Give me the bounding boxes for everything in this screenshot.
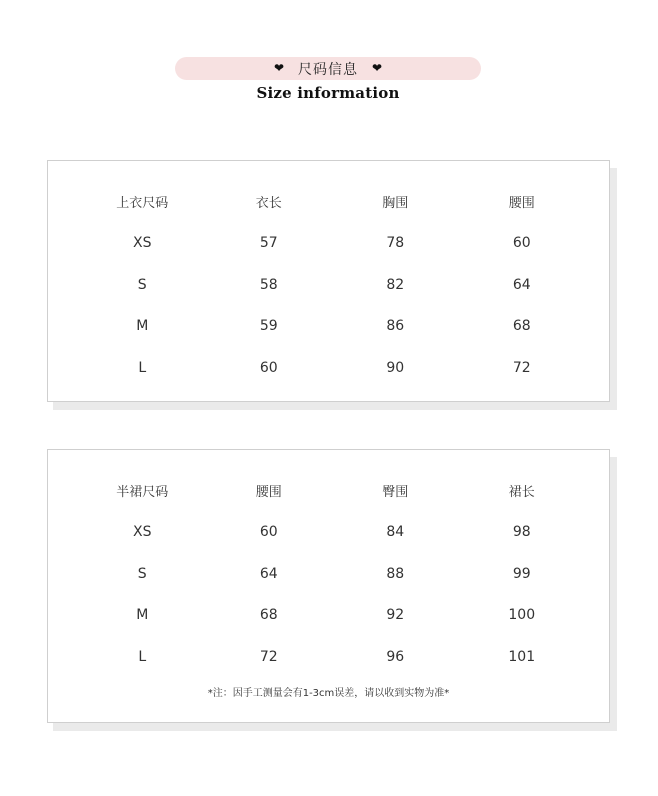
table-cell: 88 (386, 565, 405, 582)
table-row (79, 264, 585, 306)
table-cell: 98 (512, 524, 531, 541)
table-cell: 59 (259, 318, 278, 335)
section-subtitle: Size information (256, 84, 400, 102)
table-cell: 90 (386, 359, 405, 376)
table-header-row (79, 470, 585, 512)
table-cell: L (138, 648, 147, 665)
header-cell: 腰围 (508, 196, 535, 212)
header-cell: 腰围 (255, 485, 282, 501)
table-cell: 101 (508, 648, 536, 665)
skirt-size-card (47, 449, 610, 723)
table-cell: 72 (259, 648, 278, 665)
table-cell: 68 (259, 607, 278, 624)
table-cell: 68 (512, 318, 531, 335)
table-row (79, 553, 585, 595)
table-cell: 58 (259, 276, 278, 293)
section-title: 尺码信息 (298, 61, 358, 78)
tops-size-card-wrapper (47, 160, 611, 402)
table-cell: 60 (259, 359, 278, 376)
table-cell: XS (133, 235, 152, 252)
tops-size-table (79, 181, 585, 389)
table-cell: 92 (386, 607, 405, 624)
table-cell: 64 (259, 565, 278, 582)
table-cell: 78 (386, 235, 405, 252)
table-cell: 64 (512, 276, 531, 293)
skirt-size-table (79, 470, 585, 678)
table-cell: XS (133, 524, 152, 541)
table-row (79, 595, 585, 637)
heart-icon-left: ❤ (273, 60, 284, 75)
header-cell: 衣长 (255, 196, 282, 212)
tops-size-card (47, 160, 610, 402)
table-cell: 96 (386, 648, 405, 665)
table-cell: 99 (512, 565, 531, 582)
table-header-row (79, 181, 585, 223)
table-cell: S (137, 565, 147, 582)
table-row (79, 636, 585, 678)
header-cell: 半裙尺码 (116, 485, 169, 501)
heart-icon-right: ❤ (372, 60, 383, 75)
table-cell: 72 (512, 359, 531, 376)
skirt-size-card-wrapper (47, 449, 611, 723)
measurement-note: *注：因手工测量会有1-3cm误差，请以收到实物为准* (207, 688, 450, 699)
table-cell: S (137, 276, 147, 293)
table-cell: M (136, 607, 149, 624)
header-cell: 裙长 (508, 485, 535, 501)
table-cell: 57 (259, 235, 278, 252)
header-cell: 胸围 (382, 196, 409, 212)
table-row (79, 347, 585, 389)
table-cell: 84 (386, 524, 405, 541)
table-cell: 100 (508, 607, 536, 624)
table-cell: 60 (512, 235, 531, 252)
table-row (79, 306, 585, 348)
table-cell: L (138, 359, 147, 376)
table-cell: 60 (259, 524, 278, 541)
table-row (79, 512, 585, 554)
table-cell: 86 (386, 318, 405, 335)
header-cell: 上衣尺码 (116, 196, 169, 212)
header-cell: 臀围 (382, 485, 409, 501)
title-pill (175, 57, 481, 80)
table-cell: 82 (386, 276, 405, 293)
table-row (79, 223, 585, 265)
table-cell: M (136, 318, 149, 335)
